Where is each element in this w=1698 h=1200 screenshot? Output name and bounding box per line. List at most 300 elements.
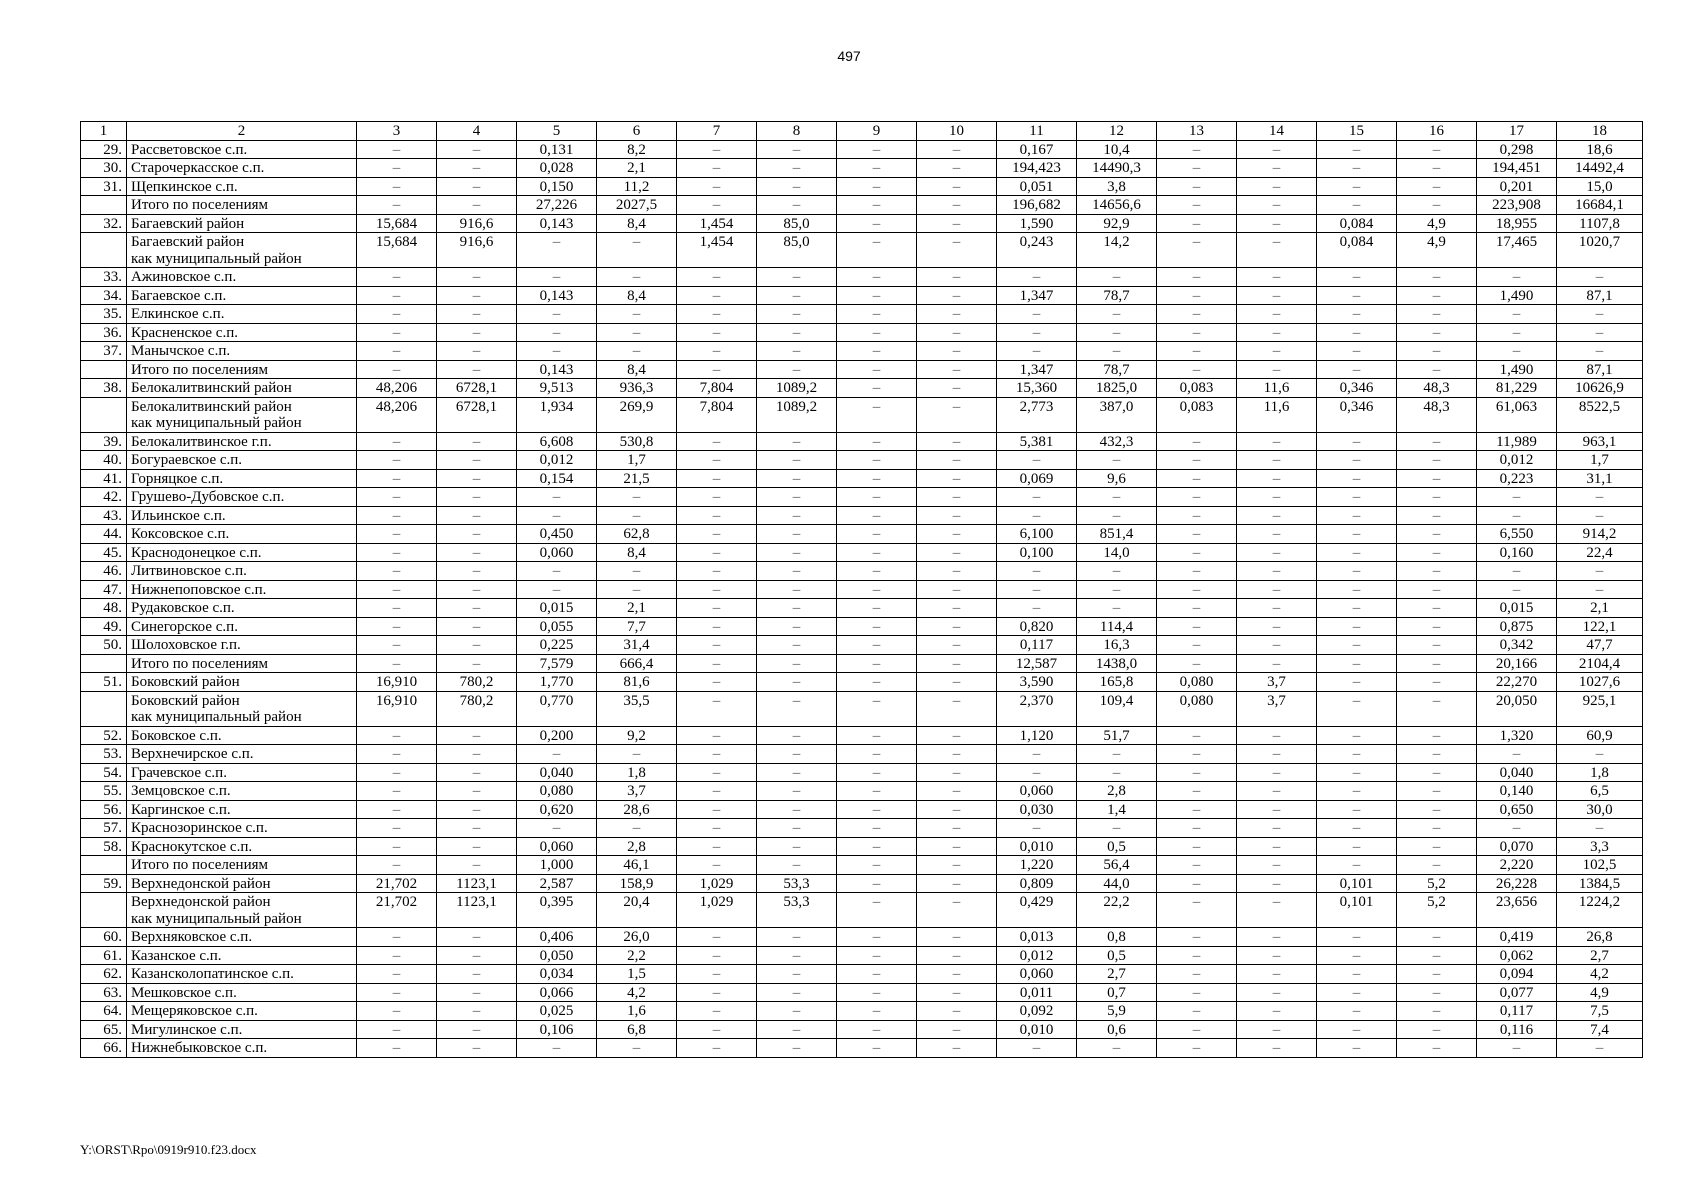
value-cell: – <box>1397 268 1477 287</box>
table-row <box>81 691 1643 726</box>
value-cell: 1,029 <box>677 874 757 893</box>
row-number-cell: 40. <box>81 451 127 470</box>
value-cell: – <box>437 782 517 801</box>
value-cell: – <box>1317 196 1397 215</box>
value-cell: – <box>437 837 517 856</box>
value-cell: – <box>917 599 997 618</box>
value-cell: 48,3 <box>1397 397 1477 432</box>
value-cell: – <box>357 965 437 984</box>
value-cell: 1,8 <box>597 763 677 782</box>
value-cell: 0,395 <box>517 893 597 928</box>
value-cell: 1089,2 <box>757 397 837 432</box>
value-cell: 1224,2 <box>1557 893 1643 928</box>
value-cell: – <box>757 599 837 618</box>
column-header-11: 11 <box>997 122 1077 141</box>
value-cell: 0,051 <box>997 177 1077 196</box>
value-cell: – <box>357 946 437 965</box>
name-cell: Боковское с.п. <box>127 726 357 745</box>
value-cell: – <box>1237 140 1317 159</box>
value-cell: – <box>437 800 517 819</box>
row-number-cell: 54. <box>81 763 127 782</box>
value-cell: – <box>1077 323 1157 342</box>
value-cell: – <box>677 580 757 599</box>
value-cell: – <box>1157 360 1237 379</box>
value-cell: – <box>357 506 437 525</box>
value-cell: – <box>677 1002 757 1021</box>
value-cell: – <box>597 506 677 525</box>
table-row <box>81 946 1643 965</box>
value-cell: 56,4 <box>1077 856 1157 875</box>
value-cell: 6,100 <box>997 525 1077 544</box>
row-number-cell: 56. <box>81 800 127 819</box>
value-cell: – <box>1237 874 1317 893</box>
row-number-cell: 58. <box>81 837 127 856</box>
value-cell: 11,989 <box>1477 432 1557 451</box>
row-number-cell: 38. <box>81 379 127 398</box>
value-cell: – <box>1237 1039 1317 1058</box>
value-cell: 1,770 <box>517 673 597 692</box>
value-cell: 6,8 <box>597 1020 677 1039</box>
value-cell: – <box>1157 488 1237 507</box>
value-cell: – <box>917 159 997 178</box>
value-cell: – <box>1237 745 1317 764</box>
value-cell: – <box>1157 983 1237 1002</box>
value-cell: – <box>677 360 757 379</box>
name-cell: Земцовское с.п. <box>127 782 357 801</box>
column-header-17: 17 <box>1477 122 1557 141</box>
value-cell: – <box>1317 305 1397 324</box>
value-cell: – <box>1477 268 1557 287</box>
value-cell: 0,084 <box>1317 214 1397 233</box>
name-cell: Шолоховское г.п. <box>127 636 357 655</box>
value-cell: – <box>677 543 757 562</box>
value-cell: – <box>1397 451 1477 470</box>
value-cell: – <box>1157 214 1237 233</box>
value-cell: – <box>1317 525 1397 544</box>
name-cell: Краснозоринское с.п. <box>127 819 357 838</box>
value-cell: – <box>837 1020 917 1039</box>
value-cell: 1,490 <box>1477 360 1557 379</box>
value-cell: – <box>837 305 917 324</box>
value-cell: – <box>837 451 917 470</box>
value-cell: – <box>917 856 997 875</box>
value-cell: – <box>437 286 517 305</box>
value-cell: – <box>1557 745 1643 764</box>
value-cell: – <box>677 196 757 215</box>
value-cell: – <box>757 800 837 819</box>
value-cell: – <box>677 159 757 178</box>
value-cell: – <box>1557 342 1643 361</box>
value-cell: – <box>917 525 997 544</box>
value-cell: 15,684 <box>357 233 437 268</box>
value-cell: – <box>677 726 757 745</box>
value-cell: 0,080 <box>517 782 597 801</box>
value-cell: – <box>1317 965 1397 984</box>
value-cell: – <box>517 323 597 342</box>
table-row <box>81 397 1643 432</box>
value-cell: – <box>1237 800 1317 819</box>
name-cell: Грачевское с.п. <box>127 763 357 782</box>
value-cell: 5,9 <box>1077 1002 1157 1021</box>
value-cell: 0,060 <box>517 543 597 562</box>
value-cell: – <box>1077 819 1157 838</box>
value-cell: 14,0 <box>1077 543 1157 562</box>
value-cell: 0,650 <box>1477 800 1557 819</box>
value-cell: – <box>757 469 837 488</box>
value-cell: – <box>677 469 757 488</box>
name-cell: Казансколопатинское с.п. <box>127 965 357 984</box>
value-cell: 963,1 <box>1557 432 1643 451</box>
column-header-12: 12 <box>1077 122 1157 141</box>
value-cell: 1,320 <box>1477 726 1557 745</box>
column-header-9: 9 <box>837 122 917 141</box>
value-cell: – <box>1237 856 1317 875</box>
value-cell: – <box>1157 268 1237 287</box>
value-cell: 666,4 <box>597 654 677 673</box>
value-cell: – <box>1237 525 1317 544</box>
value-cell: – <box>917 506 997 525</box>
value-cell: 0,101 <box>1317 874 1397 893</box>
table-row <box>81 1020 1643 1039</box>
value-cell: 2,8 <box>1077 782 1157 801</box>
value-cell: 4,9 <box>1397 214 1477 233</box>
value-cell: 5,2 <box>1397 893 1477 928</box>
value-cell: – <box>1157 562 1237 581</box>
row-number-cell: 37. <box>81 342 127 361</box>
name-cell: Итого по поселениям <box>127 360 357 379</box>
value-cell: – <box>1317 1039 1397 1058</box>
value-cell: 7,804 <box>677 379 757 398</box>
value-cell: – <box>997 305 1077 324</box>
value-cell: – <box>917 233 997 268</box>
value-cell: – <box>1397 323 1477 342</box>
value-cell: – <box>1397 525 1477 544</box>
value-cell: – <box>1317 673 1397 692</box>
value-cell: 0,013 <box>997 928 1077 947</box>
value-cell: 3,8 <box>1077 177 1157 196</box>
value-cell: – <box>917 397 997 432</box>
value-cell: – <box>1397 305 1477 324</box>
value-cell: 0,342 <box>1477 636 1557 655</box>
name-cell: Багаевское с.п. <box>127 286 357 305</box>
value-cell: 81,229 <box>1477 379 1557 398</box>
value-cell: – <box>597 233 677 268</box>
value-cell: – <box>357 286 437 305</box>
value-cell: – <box>997 745 1077 764</box>
value-cell: 1123,1 <box>437 893 517 928</box>
value-cell: – <box>437 159 517 178</box>
value-cell: – <box>357 763 437 782</box>
value-cell: – <box>837 397 917 432</box>
row-number-cell: 59. <box>81 874 127 893</box>
name-cell: Итого по поселениям <box>127 196 357 215</box>
value-cell: 0,011 <box>997 983 1077 1002</box>
name-cell: Синегорское с.п. <box>127 617 357 636</box>
value-cell: – <box>1317 159 1397 178</box>
value-cell: 780,2 <box>437 673 517 692</box>
value-cell: – <box>357 1002 437 1021</box>
value-cell: – <box>997 819 1077 838</box>
value-cell: – <box>917 432 997 451</box>
value-cell: 16,3 <box>1077 636 1157 655</box>
value-cell: – <box>677 432 757 451</box>
value-cell: – <box>1317 360 1397 379</box>
value-cell: – <box>677 451 757 470</box>
row-number-cell: 36. <box>81 323 127 342</box>
value-cell: – <box>1317 562 1397 581</box>
value-cell: 4,2 <box>597 983 677 1002</box>
name-cell: Верхнедонской район <box>127 874 357 893</box>
value-cell: – <box>917 323 997 342</box>
value-cell: 0,094 <box>1477 965 1557 984</box>
value-cell: – <box>757 323 837 342</box>
value-cell: – <box>677 617 757 636</box>
column-number-header-row <box>81 122 1643 141</box>
value-cell: – <box>1317 691 1397 726</box>
value-cell: – <box>437 726 517 745</box>
value-cell: 0,419 <box>1477 928 1557 947</box>
value-cell: – <box>357 268 437 287</box>
value-cell: – <box>917 928 997 947</box>
value-cell: – <box>1157 140 1237 159</box>
value-cell: 6728,1 <box>437 397 517 432</box>
value-cell: – <box>437 140 517 159</box>
table-row <box>81 928 1643 947</box>
value-cell: – <box>1237 782 1317 801</box>
value-cell: – <box>997 763 1077 782</box>
value-cell: – <box>837 928 917 947</box>
value-cell: 0,143 <box>517 360 597 379</box>
value-cell: – <box>357 159 437 178</box>
value-cell: – <box>1157 525 1237 544</box>
value-cell: 387,0 <box>1077 397 1157 432</box>
value-cell: 3,7 <box>1237 673 1317 692</box>
value-cell: – <box>437 763 517 782</box>
data-table-container <box>80 121 1643 1058</box>
value-cell: – <box>437 580 517 599</box>
table-row <box>81 819 1643 838</box>
value-cell: – <box>1157 233 1237 268</box>
value-cell: 14656,6 <box>1077 196 1157 215</box>
value-cell: – <box>917 488 997 507</box>
value-cell: – <box>1477 819 1557 838</box>
value-cell: 2,370 <box>997 691 1077 726</box>
value-cell: – <box>837 268 917 287</box>
value-cell: 1,934 <box>517 397 597 432</box>
value-cell: 1,590 <box>997 214 1077 233</box>
value-cell: 0,200 <box>517 726 597 745</box>
value-cell: – <box>357 342 437 361</box>
value-cell: – <box>1397 1002 1477 1021</box>
value-cell: – <box>677 928 757 947</box>
value-cell: 223,908 <box>1477 196 1557 215</box>
value-cell: – <box>1157 726 1237 745</box>
value-cell: 0,055 <box>517 617 597 636</box>
column-header-1: 1 <box>81 122 127 141</box>
value-cell: 1020,7 <box>1557 233 1643 268</box>
value-cell: – <box>1397 1020 1477 1039</box>
value-cell: 17,465 <box>1477 233 1557 268</box>
value-cell: – <box>917 946 997 965</box>
value-cell: – <box>1237 360 1317 379</box>
table-row <box>81 562 1643 581</box>
name-cell: Багаевский район как муниципальный район <box>127 233 357 268</box>
value-cell: – <box>677 506 757 525</box>
value-cell: – <box>1077 268 1157 287</box>
value-cell: – <box>1397 745 1477 764</box>
value-cell: 0,243 <box>997 233 1077 268</box>
value-cell: – <box>1237 1020 1317 1039</box>
value-cell: – <box>437 983 517 1002</box>
column-header-4: 4 <box>437 122 517 141</box>
value-cell: 916,6 <box>437 214 517 233</box>
value-cell: 9,513 <box>517 379 597 398</box>
row-number-cell: 45. <box>81 543 127 562</box>
value-cell: – <box>357 654 437 673</box>
value-cell: – <box>1237 432 1317 451</box>
value-cell: – <box>597 745 677 764</box>
value-cell: 30,0 <box>1557 800 1643 819</box>
value-cell: – <box>837 893 917 928</box>
value-cell: – <box>1317 617 1397 636</box>
name-cell: Мешковское с.п. <box>127 983 357 1002</box>
value-cell: – <box>837 196 917 215</box>
value-cell: 62,8 <box>597 525 677 544</box>
value-cell: – <box>917 451 997 470</box>
row-number-cell <box>81 196 127 215</box>
value-cell: – <box>1237 965 1317 984</box>
value-cell: – <box>677 673 757 692</box>
value-cell: – <box>1237 946 1317 965</box>
value-cell: 0,298 <box>1477 140 1557 159</box>
value-cell: – <box>1397 782 1477 801</box>
value-cell: – <box>437 819 517 838</box>
value-cell: 2,773 <box>997 397 1077 432</box>
value-cell: – <box>917 379 997 398</box>
value-cell: – <box>677 745 757 764</box>
value-cell: 0,223 <box>1477 469 1557 488</box>
value-cell: – <box>1397 946 1477 965</box>
value-cell: 0,770 <box>517 691 597 726</box>
value-cell: – <box>837 323 917 342</box>
value-cell: – <box>837 617 917 636</box>
value-cell: – <box>437 928 517 947</box>
value-cell: 1,5 <box>597 965 677 984</box>
value-cell: – <box>837 782 917 801</box>
value-cell: – <box>1157 1020 1237 1039</box>
value-cell: – <box>437 1039 517 1058</box>
value-cell: – <box>597 1039 677 1058</box>
name-cell: Коксовское с.п. <box>127 525 357 544</box>
value-cell: 925,1 <box>1557 691 1643 726</box>
value-cell: 0,154 <box>517 469 597 488</box>
name-cell: Елкинское с.п. <box>127 305 357 324</box>
value-cell: – <box>757 286 837 305</box>
value-cell: – <box>1317 1002 1397 1021</box>
name-cell: Боковский район <box>127 673 357 692</box>
row-number-cell <box>81 397 127 432</box>
value-cell: – <box>1397 819 1477 838</box>
value-cell: – <box>1237 323 1317 342</box>
value-cell: – <box>597 580 677 599</box>
value-cell: 4,9 <box>1557 983 1643 1002</box>
value-cell: – <box>837 819 917 838</box>
value-cell: – <box>1157 451 1237 470</box>
value-cell: – <box>757 196 837 215</box>
value-cell: – <box>437 342 517 361</box>
value-cell: 0,201 <box>1477 177 1557 196</box>
value-cell: – <box>677 837 757 856</box>
row-number-cell <box>81 893 127 928</box>
value-cell: – <box>357 745 437 764</box>
value-cell: – <box>1237 1002 1317 1021</box>
value-cell: – <box>757 946 837 965</box>
value-cell: 102,5 <box>1557 856 1643 875</box>
row-number-cell: 55. <box>81 782 127 801</box>
value-cell: – <box>517 305 597 324</box>
value-cell: – <box>917 342 997 361</box>
value-cell: 16,910 <box>357 691 437 726</box>
value-cell: 15,684 <box>357 214 437 233</box>
value-cell: – <box>837 469 917 488</box>
value-cell: – <box>677 654 757 673</box>
table-row <box>81 233 1643 268</box>
value-cell: – <box>1157 599 1237 618</box>
value-cell: 14490,3 <box>1077 159 1157 178</box>
value-cell: 1107,8 <box>1557 214 1643 233</box>
value-cell: – <box>1157 965 1237 984</box>
value-cell: – <box>357 432 437 451</box>
row-number-cell: 34. <box>81 286 127 305</box>
value-cell: 122,1 <box>1557 617 1643 636</box>
value-cell: – <box>837 673 917 692</box>
value-cell: – <box>597 342 677 361</box>
value-cell: – <box>1397 1039 1477 1058</box>
row-number-cell <box>81 691 127 726</box>
value-cell: – <box>1237 342 1317 361</box>
table-row <box>81 654 1643 673</box>
value-cell: – <box>1317 745 1397 764</box>
value-cell: 914,2 <box>1557 525 1643 544</box>
name-cell: Краснокутское с.п. <box>127 837 357 856</box>
value-cell: – <box>917 745 997 764</box>
value-cell: – <box>1237 305 1317 324</box>
value-cell: – <box>917 819 997 838</box>
value-cell: 0,060 <box>517 837 597 856</box>
value-cell: – <box>757 342 837 361</box>
value-cell: – <box>437 946 517 965</box>
value-cell: – <box>1397 763 1477 782</box>
value-cell: – <box>677 800 757 819</box>
value-cell: – <box>357 599 437 618</box>
value-cell: – <box>437 599 517 618</box>
value-cell: – <box>597 268 677 287</box>
name-cell: Краснодонецкое с.п. <box>127 543 357 562</box>
name-cell: Старочеркасское с.п. <box>127 159 357 178</box>
name-cell: Белокалитвинское г.п. <box>127 432 357 451</box>
value-cell: – <box>1157 342 1237 361</box>
value-cell: – <box>597 562 677 581</box>
value-cell: – <box>1317 286 1397 305</box>
value-cell: – <box>1557 323 1643 342</box>
table-row <box>81 837 1643 856</box>
value-cell: – <box>757 488 837 507</box>
value-cell: – <box>1317 726 1397 745</box>
table-row <box>81 763 1643 782</box>
value-cell: 0,809 <box>997 874 1077 893</box>
value-cell: – <box>917 580 997 599</box>
value-cell: – <box>677 525 757 544</box>
